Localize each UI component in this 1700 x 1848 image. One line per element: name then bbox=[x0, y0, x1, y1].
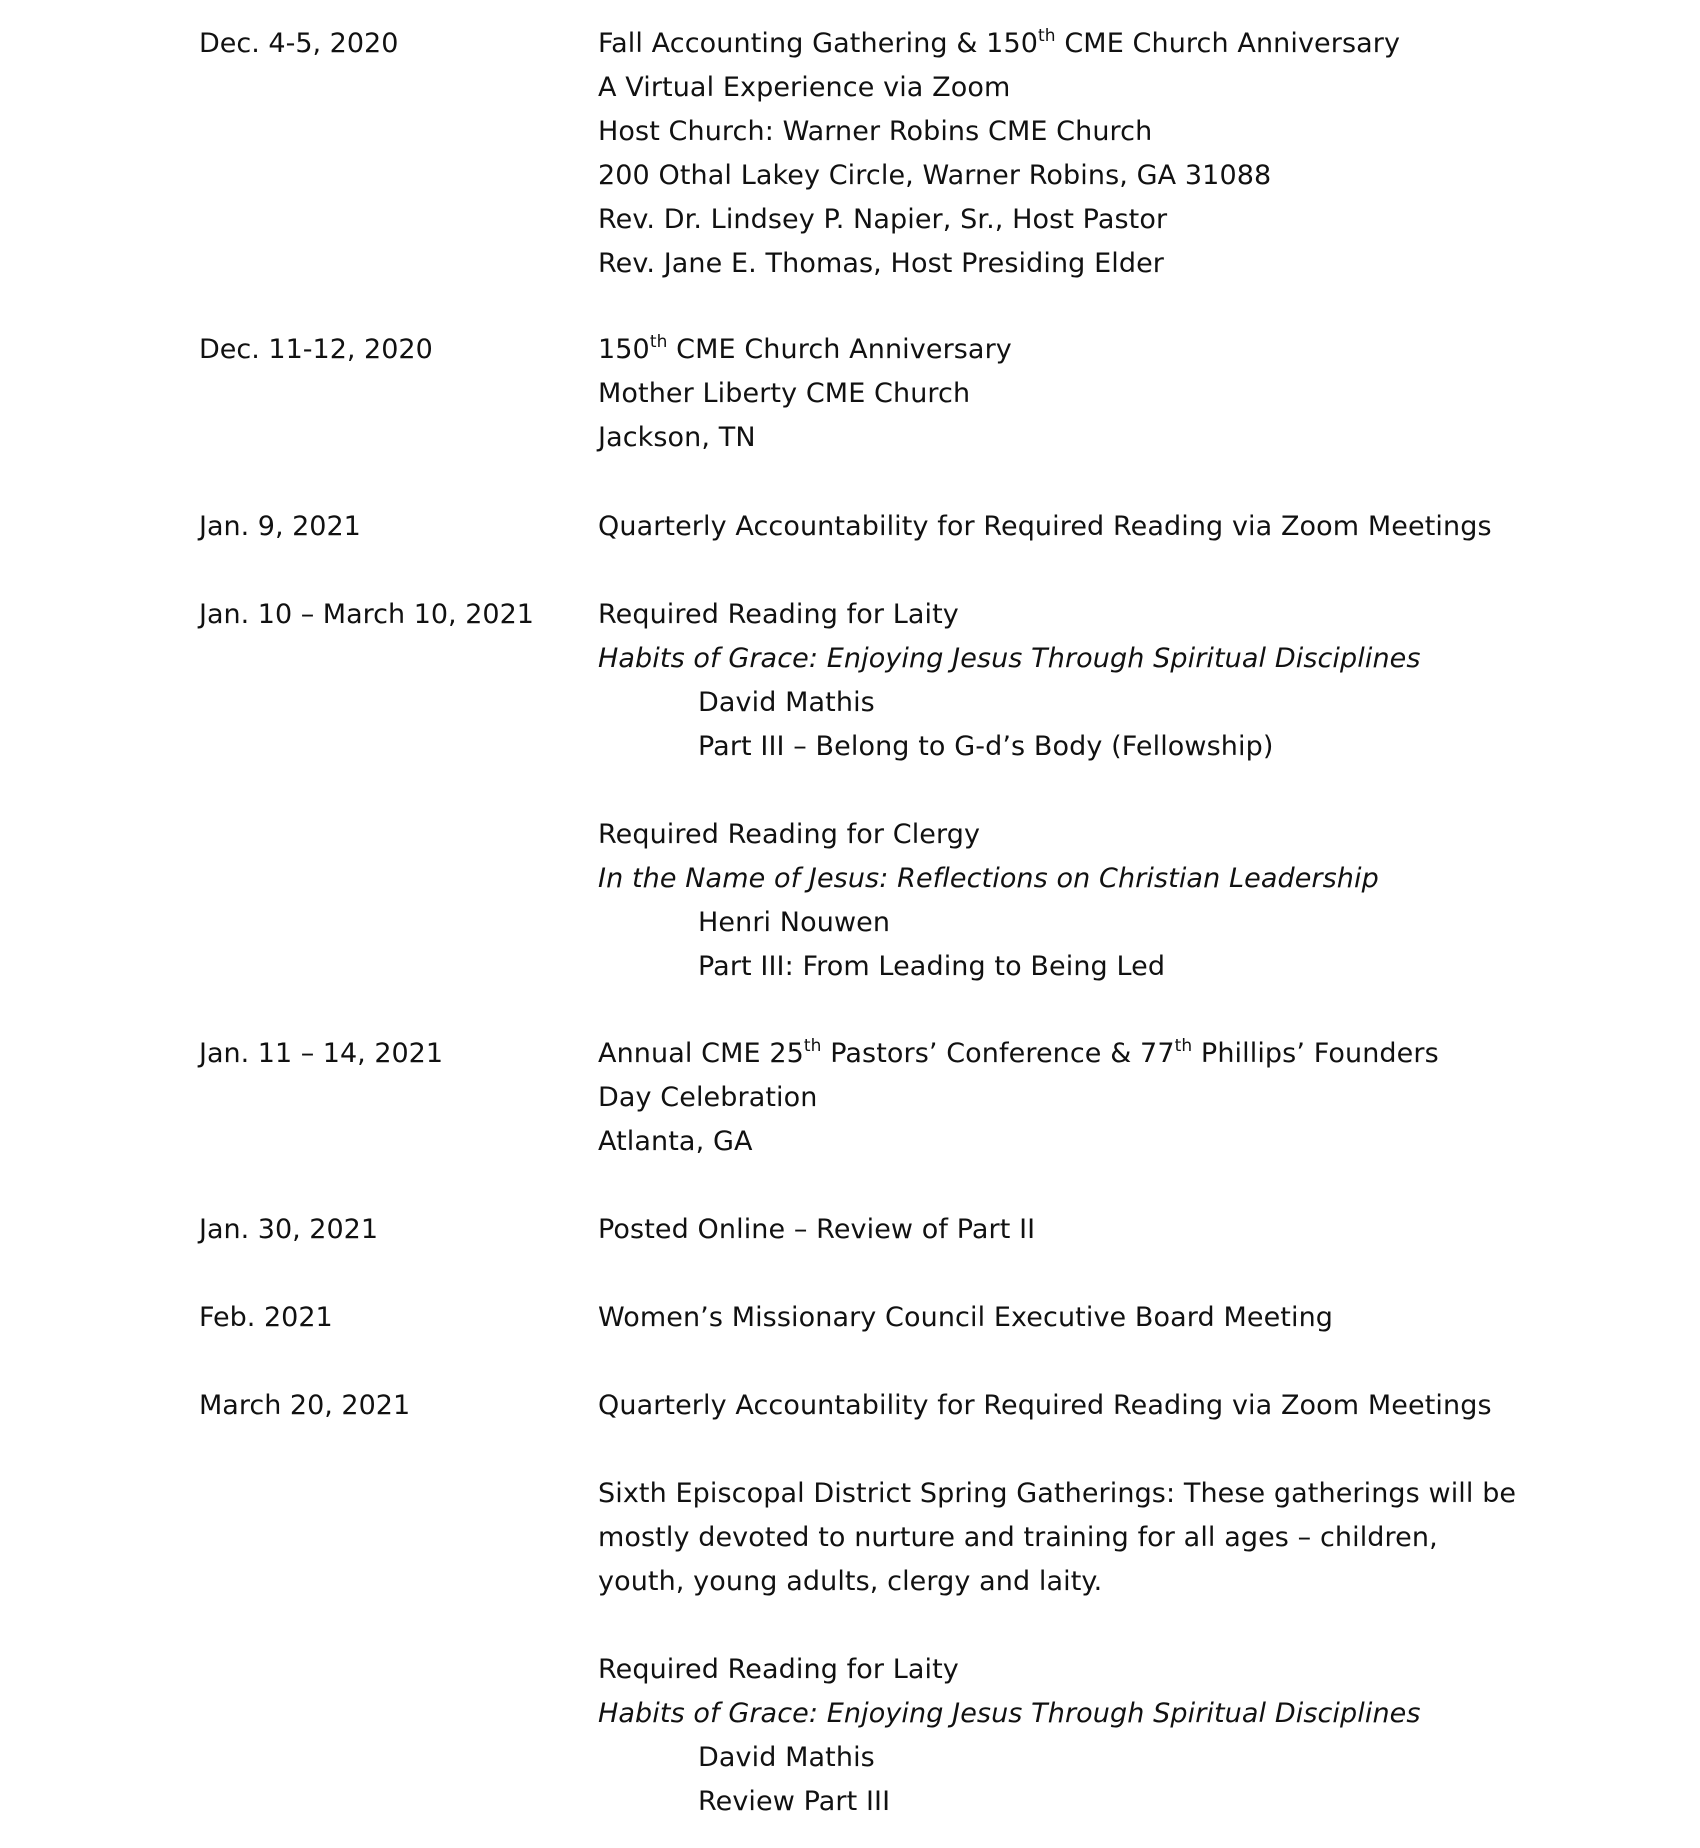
entry-date: Jan. 30, 2021 bbox=[199, 1214, 379, 1245]
entry-description bbox=[598, 1208, 1618, 1252]
entry-date: Jan. 10 – March 10, 2021 bbox=[199, 599, 534, 630]
spacer bbox=[598, 769, 1618, 813]
entry-title: Quarterly Accountability for Required Reading via Zoom Meetings bbox=[598, 1390, 1492, 1421]
book-part: Part III – Belong to G-d’s Body (Fellowship) bbox=[698, 731, 1274, 762]
book-author: Henri Nouwen bbox=[698, 907, 891, 938]
book-author: David Mathis bbox=[698, 1742, 875, 1773]
entry-title: Women’s Missionary Council Executive Board Meeting bbox=[598, 1302, 1334, 1333]
entry-description bbox=[598, 22, 1618, 286]
book-author: David Mathis bbox=[698, 687, 875, 718]
entry-title: Quarterly Accountability for Required Reading via Zoom Meetings bbox=[598, 511, 1492, 542]
entry-date: Feb. 2021 bbox=[199, 1302, 333, 1333]
entry-line: Rev. Jane E. Thomas, Host Presiding Elder bbox=[598, 248, 1164, 279]
entry-line: Rev. Dr. Lindsey P. Napier, Sr., Host Pastor bbox=[598, 204, 1168, 235]
entry-line: Jackson, TN bbox=[598, 422, 756, 453]
entry-line: Host Church: Warner Robins CME Church bbox=[598, 116, 1153, 147]
entry-description bbox=[598, 1384, 1618, 1824]
entry-date: March 20, 2021 bbox=[199, 1390, 411, 1421]
entry-line: A Virtual Experience via Zoom bbox=[598, 72, 1011, 103]
reading-heading-laity: Required Reading for Laity bbox=[598, 599, 959, 630]
entry-description bbox=[598, 1296, 1618, 1340]
book-part: Review Part III bbox=[698, 1786, 891, 1817]
entry-title: Fall Accounting Gathering & 150th CME Church Anniversary bbox=[598, 26, 1401, 59]
entry-description bbox=[598, 505, 1618, 549]
entry-date: Jan. 9, 2021 bbox=[199, 511, 361, 542]
entry-line: 200 Othal Lakey Circle, Warner Robins, GA 31088 bbox=[598, 160, 1272, 191]
spacer bbox=[598, 1604, 1618, 1648]
entry-description bbox=[598, 1032, 1618, 1164]
entry-date: Jan. 11 – 14, 2021 bbox=[199, 1038, 444, 1069]
reading-heading-laity: Required Reading for Laity bbox=[598, 1654, 959, 1685]
entry-date: Dec. 4-5, 2020 bbox=[199, 28, 399, 59]
entry-line: Day Celebration bbox=[598, 1082, 818, 1113]
entry-paragraph-line: youth, young adults, clergy and laity. bbox=[598, 1566, 1103, 1597]
entry-title: Posted Online – Review of Part II bbox=[598, 1214, 1036, 1245]
book-title: Habits of Grace: Enjoying Jesus Through Spiritual Disciplines bbox=[598, 643, 1421, 674]
entry-description bbox=[598, 328, 1618, 460]
reading-heading-clergy: Required Reading for Clergy bbox=[598, 819, 981, 850]
book-title: In the Name of Jesus: Reflections on Christian Leadership bbox=[598, 863, 1379, 894]
spacer bbox=[598, 1428, 1618, 1472]
book-title: Habits of Grace: Enjoying Jesus Through Spiritual Disciplines bbox=[598, 1698, 1421, 1729]
entry-paragraph-line: Sixth Episcopal District Spring Gatherings: These gatherings will be bbox=[598, 1478, 1517, 1509]
entry-line: Mother Liberty CME Church bbox=[598, 378, 971, 409]
entry-description bbox=[598, 593, 1618, 989]
entry-date: Dec. 11-12, 2020 bbox=[199, 334, 433, 365]
entry-paragraph-line: mostly devoted to nurture and training for all ages – children, bbox=[598, 1522, 1438, 1553]
book-part: Part III: From Leading to Being Led bbox=[698, 951, 1166, 982]
entry-title: 150th CME Church Anniversary bbox=[598, 332, 1012, 365]
entry-title: Annual CME 25th Pastors’ Conference & 77th Phillips’ Founders bbox=[598, 1036, 1439, 1069]
entry-line: Atlanta, GA bbox=[598, 1126, 753, 1157]
